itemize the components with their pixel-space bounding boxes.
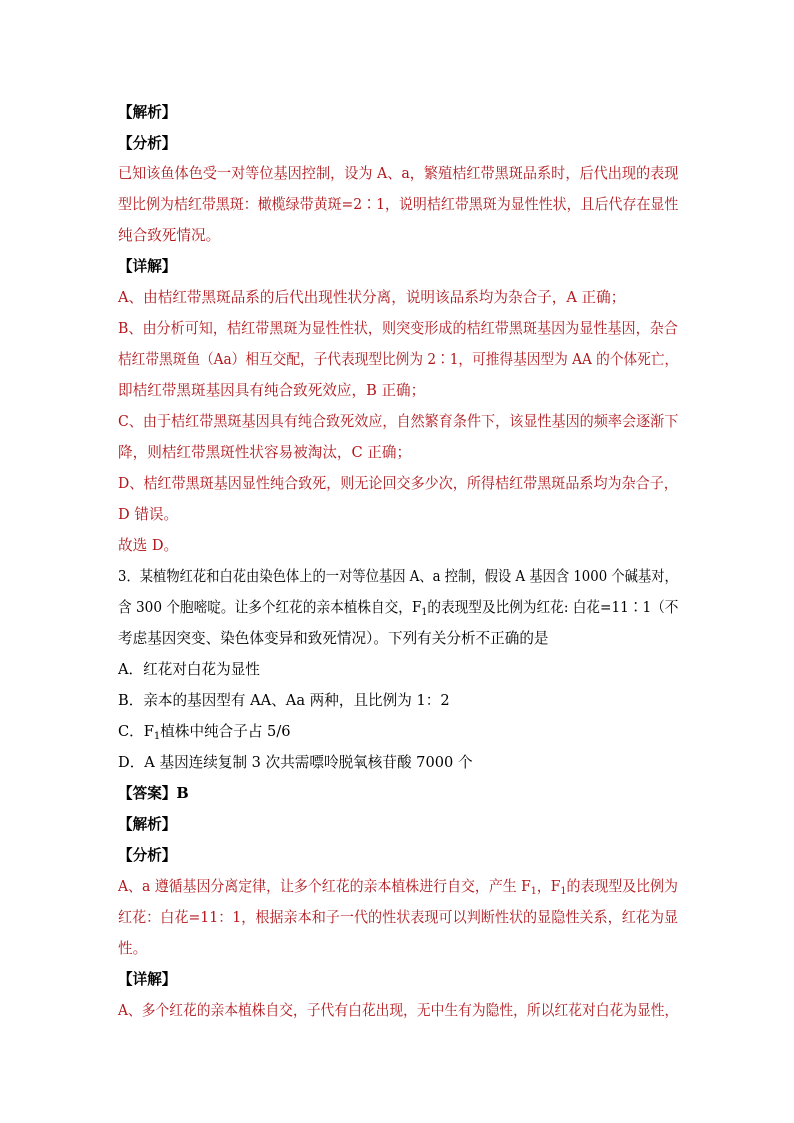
text-line: 性。 <box>118 940 148 957</box>
option-b: B．亲本的基因型有 AA、Aa 两种，且比例为 1：2 <box>118 692 450 709</box>
section-tag-analysis: 【解析】 <box>118 816 177 833</box>
text-line: C、由于桔红带黑斑基因具有纯合致死效应，自然繁育条件下，该显性基因的频率会逐渐下 <box>118 413 679 430</box>
text-line: 红花：白花=11：1，根据亲本和子一代的性状表现可以判断性状的显隐性关系，红花为显 <box>118 909 679 926</box>
question-stem: 3．某植物红花和白花由染色体上的一对等位基因 A、a 控制，假设 A 基因含 1000 个碱基对， <box>118 568 678 585</box>
text-line: A、由桔红带黑斑品系的后代出现性状分离，说明该品系均为杂合子，A 正确； <box>118 289 626 306</box>
subscript: 1 <box>153 731 161 742</box>
text-line: 桔红带黑斑鱼（Aa）相互交配，子代表现型比例为 2∶1，可推得基因型为 AA 的个体死亡， <box>118 351 679 368</box>
text-line: 即桔红带黑斑基因具有纯合致死效应，B 正确； <box>118 382 426 399</box>
answer-label: 【答案】B <box>118 785 189 802</box>
text-line: 已知该鱼体色受一对等位基因控制，设为 A、a，繁殖桔红带黑斑品系时，后代出现的表现 <box>118 165 679 182</box>
subscript: 1 <box>421 607 428 618</box>
text-line: 降，则桔红带黑斑性状容易被淘汰，C 正确； <box>118 444 412 461</box>
text-run: 的表现型及比例为红花: 白花=11∶1（不 <box>427 599 679 616</box>
section-tag-breakdown: 【分析】 <box>118 847 177 864</box>
text-line: A、多个红花的亲本植株自交，子代有白花出现，无中生有为隐性，所以红花对白花为显性， <box>118 1002 679 1019</box>
text-run: C．F <box>118 723 154 740</box>
section-tag-breakdown: 【分析】 <box>118 135 177 152</box>
text-line: D 错误。 <box>118 506 179 523</box>
text-line: B、由分析可知，桔红带黑斑为显性性状，则突变形成的桔红带黑斑基因为显性基因，杂合 <box>118 320 678 337</box>
question-stem: 考虑基因突变、染色体变异和致死情况）。下列有关分析不正确的是 <box>118 630 549 647</box>
option-c <box>118 722 291 742</box>
section-tag-detail: 【详解】 <box>118 258 177 275</box>
option-a: A．红花对白花为显性 <box>118 661 260 678</box>
text-run: 的表现型及比例为 <box>566 878 678 895</box>
text-line: 型比例为桔红带黑斑：橄榄绿带黄斑=2∶1，说明桔红带黑斑为显性性状，且后代存在显性 <box>118 196 679 213</box>
option-d: D．A 基因连续复制 3 次共需嘌呤脱氧核苷酸 7000 个 <box>118 754 473 771</box>
text-run: 植株中纯合子占 5/6 <box>160 723 291 740</box>
text-run: ，F <box>536 878 561 895</box>
text-line: 故选 D。 <box>118 537 179 554</box>
subscript: 1 <box>560 886 567 897</box>
text-line: 纯合致死情况。 <box>118 227 221 244</box>
section-tag-detail: 【详解】 <box>118 971 177 988</box>
text-line <box>118 877 678 897</box>
subscript: 1 <box>530 886 537 897</box>
text-line: D、桔红带黑斑基因显性纯合致死，则无论回交多少次，所得桔红带黑斑品系均为杂合子， <box>118 475 678 492</box>
text-run: 含 300 个胞嘧啶。让多个红花的亲本植株自交，F <box>118 599 422 616</box>
text-run: A、a 遵循基因分离定律，让多个红花的亲本植株进行自交，产生 F <box>118 878 531 895</box>
question-stem <box>118 598 678 618</box>
section-tag-analysis: 【解析】 <box>118 104 177 121</box>
